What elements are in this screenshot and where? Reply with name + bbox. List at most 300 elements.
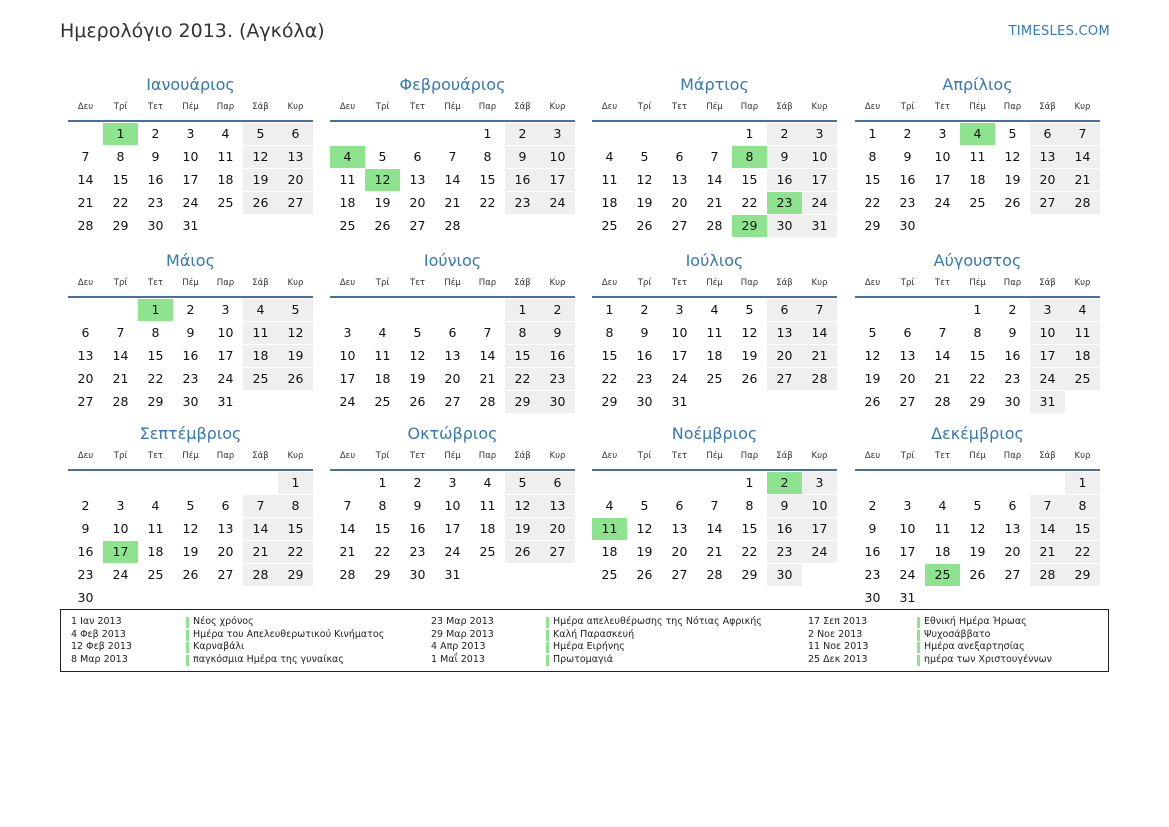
weekday-label: Πέμ xyxy=(706,451,723,461)
holiday-color-marker xyxy=(546,655,549,666)
day-cell: 27 xyxy=(409,218,426,233)
weekend-day-cell: 28 xyxy=(1030,564,1065,586)
day-cell: 31 xyxy=(217,394,234,409)
day-cell: 7 xyxy=(938,325,947,340)
day-cell: 20 xyxy=(671,195,688,210)
weekday-label: Δευ xyxy=(601,102,618,112)
month-block xyxy=(592,74,837,237)
week-row xyxy=(330,169,575,191)
legend-entry xyxy=(431,616,781,629)
weekday-header xyxy=(68,96,313,122)
weekend-day-cell: 15 xyxy=(278,518,313,540)
holiday-color-marker xyxy=(186,655,189,666)
weekday-label: Σάβ xyxy=(1039,102,1056,112)
day-cell: 22 xyxy=(741,195,758,210)
week-row xyxy=(68,587,313,609)
day-cell: 3 xyxy=(116,498,125,513)
month-name: Φεβρουάριος xyxy=(399,75,506,94)
day-cell: 9 xyxy=(1008,325,1017,340)
day-cell: 23 xyxy=(1004,371,1021,386)
empty-day-cell xyxy=(470,299,505,321)
day-cell: 21 xyxy=(706,195,723,210)
week-row xyxy=(855,123,1100,145)
weekend-day-cell: 26 xyxy=(505,541,540,563)
day-cell: 25 xyxy=(374,394,391,409)
day-cell: 18 xyxy=(706,348,723,363)
day-cell: 11 xyxy=(339,172,356,187)
day-cell: 14 xyxy=(112,348,129,363)
day-cell: 3 xyxy=(903,498,912,513)
legend-holiday-name: Νέος χρόνος xyxy=(193,616,254,627)
day-cell: 10 xyxy=(899,521,916,536)
week-row xyxy=(855,541,1100,563)
day-cell: 2 xyxy=(186,302,195,317)
legend-entry xyxy=(431,654,781,667)
month-block xyxy=(330,423,575,586)
week-row xyxy=(592,123,837,145)
weekday-label: Δευ xyxy=(601,451,618,461)
day-cell: 7 xyxy=(710,149,719,164)
day-cell: 23 xyxy=(409,544,426,559)
day-cell: 11 xyxy=(147,521,164,536)
weekday-label: Τετ xyxy=(148,278,163,288)
week-row xyxy=(592,192,837,214)
day-cell: 4 xyxy=(151,498,160,513)
legend-column xyxy=(431,616,781,667)
empty-day-cell xyxy=(697,391,732,413)
weekday-label: Παρ xyxy=(216,451,235,461)
day-cell: 9 xyxy=(186,325,195,340)
weekday-label: Δευ xyxy=(864,278,881,288)
day-cell: 23 xyxy=(636,371,653,386)
weekend-day-cell: 28 xyxy=(802,368,837,390)
empty-day-cell xyxy=(505,564,540,586)
month-block xyxy=(855,250,1100,413)
weekend-day-cell: 22 xyxy=(1065,541,1100,563)
week-row xyxy=(592,169,837,191)
empty-day-cell xyxy=(925,299,960,321)
weekday-label: Πέμ xyxy=(969,278,986,288)
weekend-day-cell: 10 xyxy=(1030,322,1065,344)
week-row xyxy=(855,391,1100,413)
day-cell: 20 xyxy=(409,195,426,210)
day-cell: 11 xyxy=(969,149,986,164)
weekend-day-cell: 10 xyxy=(802,146,837,168)
day-cell: 8 xyxy=(151,325,160,340)
day-cell: 12 xyxy=(969,521,986,536)
month-block xyxy=(592,250,837,413)
day-cell: 27 xyxy=(444,394,461,409)
week-row xyxy=(68,123,313,145)
day-cell: 30 xyxy=(147,218,164,233)
legend-date: 12 Φεβ 2013 xyxy=(71,641,132,653)
day-cell: 6 xyxy=(675,498,684,513)
empty-day-cell xyxy=(697,123,732,145)
day-cell: 15 xyxy=(741,521,758,536)
empty-day-cell xyxy=(103,472,138,494)
empty-day-cell xyxy=(1030,472,1065,494)
weekend-day-cell: 17 xyxy=(802,518,837,540)
weekday-label: Σάβ xyxy=(514,278,531,288)
legend-date: 25 Δεκ 2013 xyxy=(808,654,868,666)
empty-day-cell xyxy=(925,472,960,494)
day-cell: 19 xyxy=(969,544,986,559)
weekend-day-cell: 7 xyxy=(802,299,837,321)
month-name: Αύγουστος xyxy=(933,251,1022,270)
empty-day-cell xyxy=(995,587,1030,609)
day-cell: 20 xyxy=(671,544,688,559)
legend-date: 4 Απρ 2013 xyxy=(431,641,486,653)
weekday-label: Σάβ xyxy=(1039,278,1056,288)
weekday-label: Πέμ xyxy=(706,102,723,112)
legend-entry xyxy=(808,629,1158,642)
weekend-day-cell: 15 xyxy=(1065,518,1100,540)
day-cell: 7 xyxy=(116,325,125,340)
day-cell: 11 xyxy=(374,348,391,363)
empty-day-cell xyxy=(802,564,837,586)
day-cell: 2 xyxy=(151,126,160,141)
day-cell: 10 xyxy=(444,498,461,513)
day-cell: 3 xyxy=(938,126,947,141)
day-cell: 7 xyxy=(483,325,492,340)
weekend-day-cell: 5 xyxy=(505,472,540,494)
weekday-header xyxy=(592,96,837,122)
week-row xyxy=(68,518,313,540)
empty-day-cell xyxy=(925,215,960,237)
day-cell: 7 xyxy=(710,498,719,513)
legend-holiday-name: παγκόσμια Ημέρα της γυναίκας xyxy=(193,654,344,666)
weekend-day-cell: 12 xyxy=(278,322,313,344)
day-cell: 13 xyxy=(409,172,426,187)
day-cell: 23 xyxy=(182,371,199,386)
day-cell: 15 xyxy=(601,348,618,363)
weekday-label: Τετ xyxy=(672,451,687,461)
legend-holiday-name: Καρναβάλι xyxy=(193,641,245,653)
weekend-day-cell: 20 xyxy=(278,169,313,191)
empty-day-cell xyxy=(1065,587,1100,609)
day-cell: 26 xyxy=(969,567,986,582)
day-cell: 7 xyxy=(448,149,457,164)
weekend-day-cell: 27 xyxy=(540,541,575,563)
weekday-label: Κυρ xyxy=(1074,451,1091,461)
weekend-day-cell: 7 xyxy=(1030,495,1065,517)
day-cell: 12 xyxy=(182,521,199,536)
weekday-label: Σάβ xyxy=(514,451,531,461)
empty-day-cell xyxy=(68,299,103,321)
day-cell: 30 xyxy=(864,590,881,605)
day-cell: 26 xyxy=(409,394,426,409)
day-cell: 17 xyxy=(934,172,951,187)
legend-holiday-name: Ημέρα Ειρήνης xyxy=(553,641,625,653)
day-cell: 29 xyxy=(374,567,391,582)
week-row xyxy=(855,587,1100,609)
day-cell: 1 xyxy=(745,475,754,490)
day-cell: 10 xyxy=(671,325,688,340)
legend-holiday-name: Ημέρα του Απελευθερωτικού Κινήματος xyxy=(193,628,385,640)
weekday-label: Παρ xyxy=(1003,278,1022,288)
week-row xyxy=(592,299,837,321)
day-cell: 20 xyxy=(444,371,461,386)
day-cell: 28 xyxy=(706,218,723,233)
day-cell: 5 xyxy=(745,302,754,317)
weekday-label: Σάβ xyxy=(776,102,793,112)
day-cell: 5 xyxy=(186,498,195,513)
day-cell: 10 xyxy=(217,325,234,340)
week-row xyxy=(855,564,1100,586)
day-cell: 25 xyxy=(601,218,618,233)
day-cell: 10 xyxy=(182,149,199,164)
weekday-label: Κυρ xyxy=(811,278,828,288)
weekend-day-cell: 18 xyxy=(1065,345,1100,367)
day-cell: 5 xyxy=(413,325,422,340)
weekend-day-cell: 24 xyxy=(802,541,837,563)
weekend-day-cell: 22 xyxy=(505,368,540,390)
day-cell: 28 xyxy=(479,394,496,409)
weekday-label: Κυρ xyxy=(1074,278,1091,288)
empty-day-cell xyxy=(278,587,313,609)
day-cell: 15 xyxy=(969,348,986,363)
day-cell: 2 xyxy=(903,126,912,141)
day-cell: 8 xyxy=(868,149,877,164)
day-cell: 18 xyxy=(339,195,356,210)
weekend-day-cell: 1 xyxy=(1065,472,1100,494)
weekend-day-cell: 3 xyxy=(1030,299,1065,321)
weekend-day-cell: 15 xyxy=(505,345,540,367)
day-cell: 22 xyxy=(864,195,881,210)
weekday-label: Δευ xyxy=(864,102,881,112)
day-cell: 29 xyxy=(147,394,164,409)
day-cell: 12 xyxy=(1004,149,1021,164)
empty-day-cell xyxy=(1030,587,1065,609)
weekday-header xyxy=(330,96,575,122)
weekend-day-cell: 24 xyxy=(802,192,837,214)
weekend-day-cell: 20 xyxy=(767,345,802,367)
site-link[interactable]: TIMESLES.COM xyxy=(1008,24,1110,39)
weekday-label: Τετ xyxy=(935,278,950,288)
week-row xyxy=(68,495,313,517)
weekday-label: Τετ xyxy=(672,102,687,112)
empty-day-cell xyxy=(627,123,662,145)
holiday-day-cell: 12 xyxy=(365,169,400,191)
day-cell: 9 xyxy=(413,498,422,513)
empty-day-cell xyxy=(278,391,313,413)
weekend-day-cell: 18 xyxy=(243,345,278,367)
weekend-day-cell: 16 xyxy=(540,345,575,367)
weekday-label: Τρί xyxy=(900,451,915,461)
day-cell: 19 xyxy=(741,348,758,363)
empty-day-cell xyxy=(995,215,1030,237)
week-row xyxy=(68,472,313,494)
weekend-day-cell: 2 xyxy=(540,299,575,321)
day-cell: 19 xyxy=(409,371,426,386)
weekend-day-cell: 20 xyxy=(540,518,575,540)
week-row xyxy=(855,322,1100,344)
day-cell: 25 xyxy=(969,195,986,210)
weekday-label: Σάβ xyxy=(252,102,269,112)
holiday-day-cell: 29 xyxy=(732,215,767,237)
month-block xyxy=(855,74,1100,237)
week-row xyxy=(68,192,313,214)
weekend-day-cell: 9 xyxy=(767,146,802,168)
month-name: Ιούλιος xyxy=(685,251,744,270)
week-row xyxy=(330,368,575,390)
empty-day-cell xyxy=(243,391,278,413)
weekend-day-cell: 26 xyxy=(243,192,278,214)
day-cell: 11 xyxy=(706,325,723,340)
day-cell: 14 xyxy=(339,521,356,536)
weekend-day-cell: 23 xyxy=(767,541,802,563)
weekend-day-cell: 8 xyxy=(1065,495,1100,517)
weekday-label: Δευ xyxy=(77,102,94,112)
week-row xyxy=(68,391,313,413)
day-cell: 4 xyxy=(605,498,614,513)
day-cell: 16 xyxy=(409,521,426,536)
day-cell: 27 xyxy=(77,394,94,409)
weekend-day-cell: 16 xyxy=(767,169,802,191)
day-cell: 18 xyxy=(217,172,234,187)
week-row xyxy=(68,564,313,586)
week-row xyxy=(330,495,575,517)
empty-day-cell xyxy=(138,587,173,609)
day-cell: 28 xyxy=(706,567,723,582)
weekend-day-cell: 10 xyxy=(802,495,837,517)
day-cell: 3 xyxy=(675,302,684,317)
week-row xyxy=(592,391,837,413)
week-row xyxy=(855,215,1100,237)
day-cell: 21 xyxy=(934,371,951,386)
day-cell: 19 xyxy=(864,371,881,386)
weekend-day-cell: 3 xyxy=(802,123,837,145)
day-cell: 18 xyxy=(601,544,618,559)
month-block xyxy=(68,74,313,237)
weekday-label: Τρί xyxy=(375,102,390,112)
day-cell: 15 xyxy=(864,172,881,187)
weekend-day-cell: 21 xyxy=(802,345,837,367)
month-name: Σεπτέμβριος xyxy=(139,424,242,443)
day-cell: 8 xyxy=(973,325,982,340)
day-cell: 3 xyxy=(448,475,457,490)
legend-holiday-name: Εθνική Ημέρα Ήρωας xyxy=(924,616,1027,627)
weekend-day-cell: 6 xyxy=(278,123,313,145)
day-cell: 1 xyxy=(483,126,492,141)
day-cell: 17 xyxy=(339,371,356,386)
weekday-header xyxy=(330,272,575,298)
weekday-label: Κυρ xyxy=(287,102,304,112)
weekday-label: Παρ xyxy=(740,102,759,112)
weekday-label: Παρ xyxy=(478,102,497,112)
holiday-color-marker xyxy=(546,630,549,641)
weekday-header xyxy=(330,445,575,471)
empty-day-cell xyxy=(68,472,103,494)
day-cell: 9 xyxy=(81,521,90,536)
weekday-label: Τρί xyxy=(113,451,128,461)
day-cell: 12 xyxy=(636,521,653,536)
day-cell: 24 xyxy=(934,195,951,210)
day-cell: 1 xyxy=(378,475,387,490)
day-cell: 24 xyxy=(444,544,461,559)
day-cell: 11 xyxy=(934,521,951,536)
day-cell: 25 xyxy=(217,195,234,210)
week-row xyxy=(855,518,1100,540)
day-cell: 21 xyxy=(706,544,723,559)
day-cell: 10 xyxy=(934,149,951,164)
weekday-label: Δευ xyxy=(339,451,356,461)
holiday-day-cell: 11 xyxy=(592,518,627,540)
empty-day-cell xyxy=(732,391,767,413)
holiday-day-cell: 4 xyxy=(330,146,365,168)
legend-holiday-name: Ημέρα απελευθέρωσης της Νότιας Αφρικής xyxy=(553,616,762,627)
weekday-label: Τετ xyxy=(935,102,950,112)
day-cell: 22 xyxy=(147,371,164,386)
holiday-legend xyxy=(60,609,1109,672)
day-cell: 31 xyxy=(444,567,461,582)
day-cell: 5 xyxy=(1008,126,1017,141)
legend-entry xyxy=(808,616,1158,629)
weekday-label: Πέμ xyxy=(444,451,461,461)
weekday-label: Παρ xyxy=(740,451,759,461)
day-cell: 26 xyxy=(636,218,653,233)
weekend-day-cell: 14 xyxy=(1065,146,1100,168)
day-cell: 20 xyxy=(217,544,234,559)
weekend-day-cell: 16 xyxy=(505,169,540,191)
weekend-day-cell: 12 xyxy=(243,146,278,168)
weekday-label: Κυρ xyxy=(549,278,566,288)
weekend-day-cell: 5 xyxy=(278,299,313,321)
weekend-day-cell: 30 xyxy=(767,215,802,237)
week-row xyxy=(68,169,313,191)
day-cell: 14 xyxy=(934,348,951,363)
day-cell: 1 xyxy=(868,126,877,141)
empty-day-cell xyxy=(960,587,995,609)
week-row xyxy=(592,564,837,586)
week-row xyxy=(855,146,1100,168)
weekend-day-cell: 27 xyxy=(278,192,313,214)
day-cell: 16 xyxy=(899,172,916,187)
empty-day-cell xyxy=(470,215,505,237)
weekday-label: Σάβ xyxy=(776,451,793,461)
day-cell: 22 xyxy=(741,544,758,559)
day-cell: 26 xyxy=(374,218,391,233)
weekend-day-cell: 13 xyxy=(1030,146,1065,168)
weekday-label: Σάβ xyxy=(252,451,269,461)
legend-entry xyxy=(808,654,1158,667)
day-cell: 20 xyxy=(1004,544,1021,559)
weekday-label: Τετ xyxy=(410,451,425,461)
weekday-label: Κυρ xyxy=(549,451,566,461)
empty-day-cell xyxy=(855,472,890,494)
day-cell: 26 xyxy=(636,567,653,582)
weekend-day-cell: 8 xyxy=(278,495,313,517)
weekend-day-cell: 3 xyxy=(802,472,837,494)
day-cell: 28 xyxy=(339,567,356,582)
empty-day-cell xyxy=(278,215,313,237)
weekday-label: Τρί xyxy=(113,278,128,288)
empty-day-cell xyxy=(1030,215,1065,237)
day-cell: 16 xyxy=(147,172,164,187)
holiday-color-marker xyxy=(917,642,920,653)
empty-day-cell xyxy=(330,123,365,145)
day-cell: 22 xyxy=(601,371,618,386)
week-row xyxy=(855,169,1100,191)
day-cell: 4 xyxy=(378,325,387,340)
weekend-day-cell: 7 xyxy=(1065,123,1100,145)
week-row xyxy=(330,146,575,168)
day-cell: 7 xyxy=(343,498,352,513)
weekday-header xyxy=(592,445,837,471)
day-cell: 14 xyxy=(77,172,94,187)
week-row xyxy=(330,518,575,540)
day-cell: 6 xyxy=(413,149,422,164)
